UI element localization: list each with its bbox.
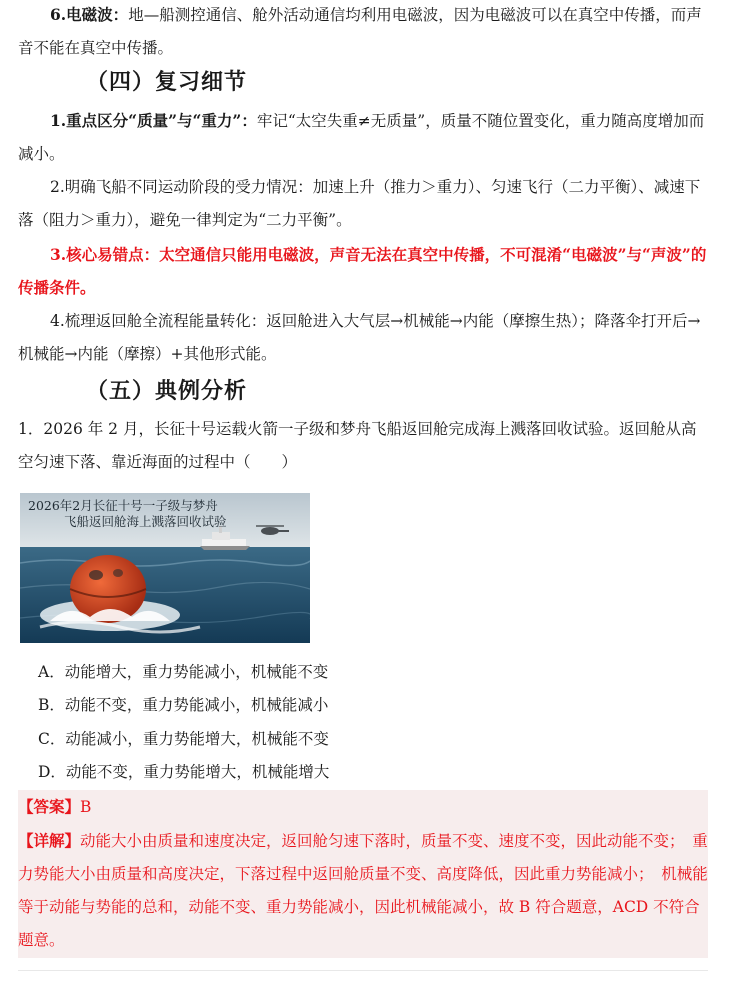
question-stem: 1．2026 年 2 月，长征十号运载火箭一子级和梦舟飞船返回舱完成海上溅落回收试验。返回舱从高空匀速下落、靠近海面的过程中（ ）: [18, 420, 697, 471]
detail-label: 1.重点区分“质量”与“重力”：: [50, 111, 257, 130]
detail-item-3-key-mistake: 3.核心易错点：太空通信只能用电磁波，声音无法在真空中传播，不可混淆“电磁波”与“声波”的传播条件。: [18, 245, 707, 297]
paragraph-text: 地—船测控通信、舱外活动通信均利用电磁波，因为电磁波可以在真空中传播，而声音不能在真空中传播。: [18, 6, 702, 57]
photo-caption-line-1: 2026年2月长征十号一子级与梦舟: [28, 498, 218, 513]
detail-item-1: [18, 104, 708, 171]
answer-line: [18, 790, 708, 824]
detail-item-2: 2.明确飞船不同运动阶段的受力情况：加速上升（推力＞重力）、匀速飞行（二力平衡）、减速下落（阻力＞重力），避免一律判定为“二力平衡”。: [18, 178, 701, 229]
capsule-splashdown-photo: [20, 493, 310, 643]
paragraph-electromagnetic-wave: [18, 0, 708, 65]
answer-explanation-box: [18, 790, 708, 958]
explanation-tag: 【详解】: [18, 831, 81, 850]
detail-item-4: 4.梳理返回舱全流程能量转化：返回舱进入大气层→机械能→内能（摩擦生热）；降落伞打开后→机械能→内能（摩擦）+其他形式能。: [18, 312, 701, 363]
footer-divider: [18, 970, 708, 971]
sea: [20, 547, 310, 643]
photo-caption-line-2: 飞船返回舱海上溅落回收试验: [64, 514, 227, 529]
capsule-splashdown-illustration: [20, 493, 310, 643]
section-title-review-details: （四）复习细节: [86, 69, 248, 95]
detail-text: 牢记“太空失重≠无质量”，质量不随位置变化，重力随高度增加而减小。: [18, 112, 705, 163]
explanation-paragraph: [18, 824, 708, 957]
option-b: B．动能不变，重力势能减小，机械能减小: [38, 696, 329, 714]
answer-tag: 【答案】: [18, 797, 81, 816]
paragraph-label: 6.电磁波：: [50, 5, 129, 24]
explanation-text: 动能大小由质量和速度决定，返回舱匀速下落时，质量不变、速度不变，因此动能不变； 重力势能大小由质量和高度决定，下落过程中返回舱质量不变、高度降低，因此重力势能减小； 机械能等于动能与势能的总和，动能不变、重力势能减小，因此机械能减小，故 B 符合题意，ACD 不符合题意。: [18, 832, 708, 949]
answer-value: B: [80, 798, 92, 816]
option-d: D．动能不变，重力势能增大，机械能增大: [38, 763, 330, 781]
option-c: C．动能减小，重力势能增大，机械能不变: [38, 730, 329, 748]
option-a: A．动能增大，重力势能减小，机械能不变: [38, 663, 329, 681]
section-title-example-analysis: （五）典例分析: [86, 378, 248, 404]
